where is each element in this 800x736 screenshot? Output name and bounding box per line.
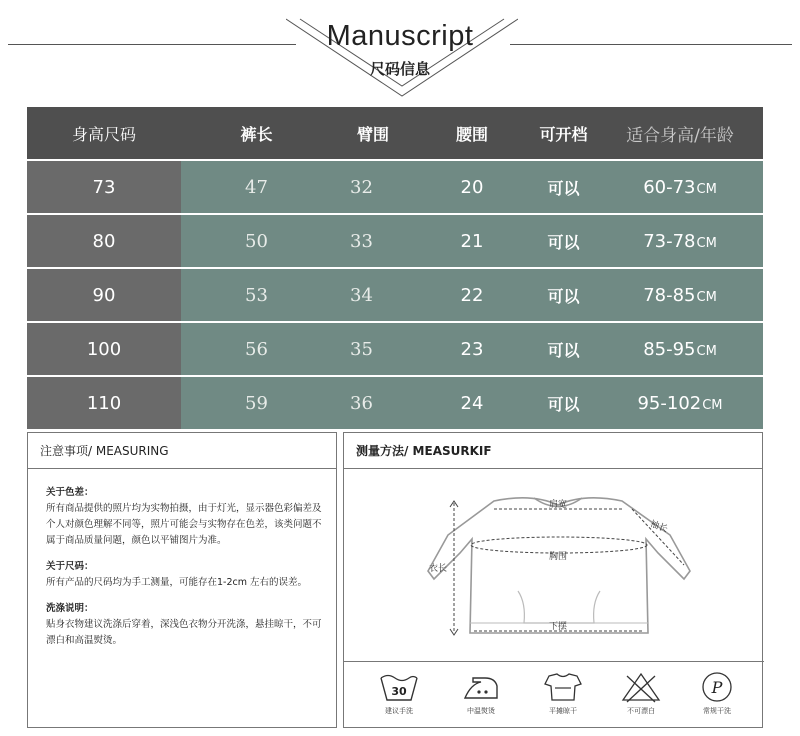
label-shoulder: 肩宽 [548,500,568,510]
page-title: Manuscript [326,20,474,52]
cell-arm: 32 [350,176,373,198]
table-row [27,323,763,375]
care-label: 平摊晾干 [549,707,577,715]
cell-size: 90 [27,269,181,321]
col-header-waist: 腰围 [455,124,488,144]
size-table-header [27,107,763,159]
cell-arm: 35 [350,338,373,360]
table-row [27,377,763,429]
care-item [446,670,516,716]
cell-crotch: 可以 [547,286,580,306]
note-text: 所有产品的尺码均为手工测量，可能存在1-2cm 左右的误差。 [46,577,308,588]
cell-size: 80 [27,215,181,267]
care-item [528,670,598,716]
table-row [27,269,763,321]
note-section-color [46,485,326,549]
cell-pants-length: 47 [245,176,268,198]
cell-arm: 36 [350,392,373,414]
note-section-size [46,559,326,591]
cell-pants-length: 50 [245,230,268,252]
fit-range: 95-102 [637,392,702,414]
cell-crotch: 可以 [547,394,580,414]
notes-panel-title: 注意事项/ MEASURING [28,433,336,469]
label-chest: 胸围 [548,552,568,562]
note-title: 洗涤说明： [46,603,94,614]
cell-size: 100 [27,323,181,375]
fit-range: 60-73 [643,176,696,198]
size-table [27,107,763,429]
note-text: 所有商品提供的照片均为实物拍摄，由于灯光，显示器色彩偏差及个人对颜色理解不同等，照片可能会与实物存在色差，该类问题不属于商品质量问题，颜色以平铺图片为准。 [46,503,322,546]
header-rule-left [8,44,296,45]
cell-crotch: 可以 [547,232,580,252]
no-bleach-icon [619,670,663,704]
table-row [27,161,763,213]
cell-size: 110 [27,377,181,429]
fit-range: 85-95 [643,338,696,360]
cell-arm: 34 [350,284,373,306]
care-label: 中温熨烫 [467,707,495,715]
cell-waist: 23 [460,338,484,360]
dry-clean-p-icon [695,670,739,704]
col-header-arm: 臂围 [356,124,389,144]
cell-waist: 21 [460,230,484,252]
sweater-diagram [422,483,694,653]
note-title: 关于尺码： [46,561,94,572]
cell-pants-length: 56 [245,338,268,360]
fit-range: 78-85 [643,284,696,306]
method-panel-title: 测量方法/ MEASURKIF [344,433,762,469]
cell-arm: 33 [350,230,373,252]
care-item [606,670,676,716]
care-label: 建议手洗 [385,707,413,715]
notes-body [28,469,336,649]
care-item [364,670,434,716]
cell-pants-length: 59 [245,392,268,414]
header-rule-right [510,44,792,45]
label-length: 衣长 [428,564,448,574]
label-sleeve: 袖长 [648,519,669,535]
dry-flat-icon [541,670,585,704]
table-row [27,215,763,267]
fit-unit: CM [696,343,717,359]
wash-30-icon [377,670,421,704]
iron-medium-icon [459,670,503,704]
cell-fit [597,377,763,429]
cell-waist: 24 [460,392,484,414]
care-label: 常规干洗 [703,707,731,715]
notes-panel [27,432,337,728]
col-header-crotch: 可开档 [539,124,588,144]
cell-waist: 20 [460,176,484,198]
cell-waist: 22 [460,284,484,306]
cell-crotch: 可以 [547,340,580,360]
col-header-fit: 适合身高/年龄 [626,125,734,146]
svg-text:P: P [711,678,723,697]
cell-fit [597,323,763,375]
care-item [682,670,752,716]
fit-unit: CM [702,397,723,413]
cell-fit [597,269,763,321]
page-subtitle: 尺码信息 [369,60,430,78]
fit-range: 73-78 [643,230,696,252]
cell-crotch: 可以 [547,178,580,198]
cell-fit [597,161,763,213]
method-panel [343,432,763,728]
fit-unit: CM [696,289,717,305]
cell-pants-length: 53 [245,284,268,306]
col-header-pants-length: 裤长 [240,124,273,144]
col-header-size: 身高尺码 [71,124,136,144]
note-title: 关于色差： [46,487,94,498]
fit-unit: CM [696,235,717,251]
note-text: 贴身衣物建议洗涤后穿着，深浅色衣物分开洗涤，悬挂晾干，不可漂白和高温熨烫。 [46,619,322,646]
label-hem: 下摆 [548,622,568,632]
fit-unit: CM [696,181,717,197]
cell-size: 73 [27,161,181,213]
note-section-wash [46,601,326,649]
care-icons-row [344,661,764,727]
care-label: 不可漂白 [627,707,655,715]
svg-text:30: 30 [391,685,407,698]
cell-fit [597,215,763,267]
